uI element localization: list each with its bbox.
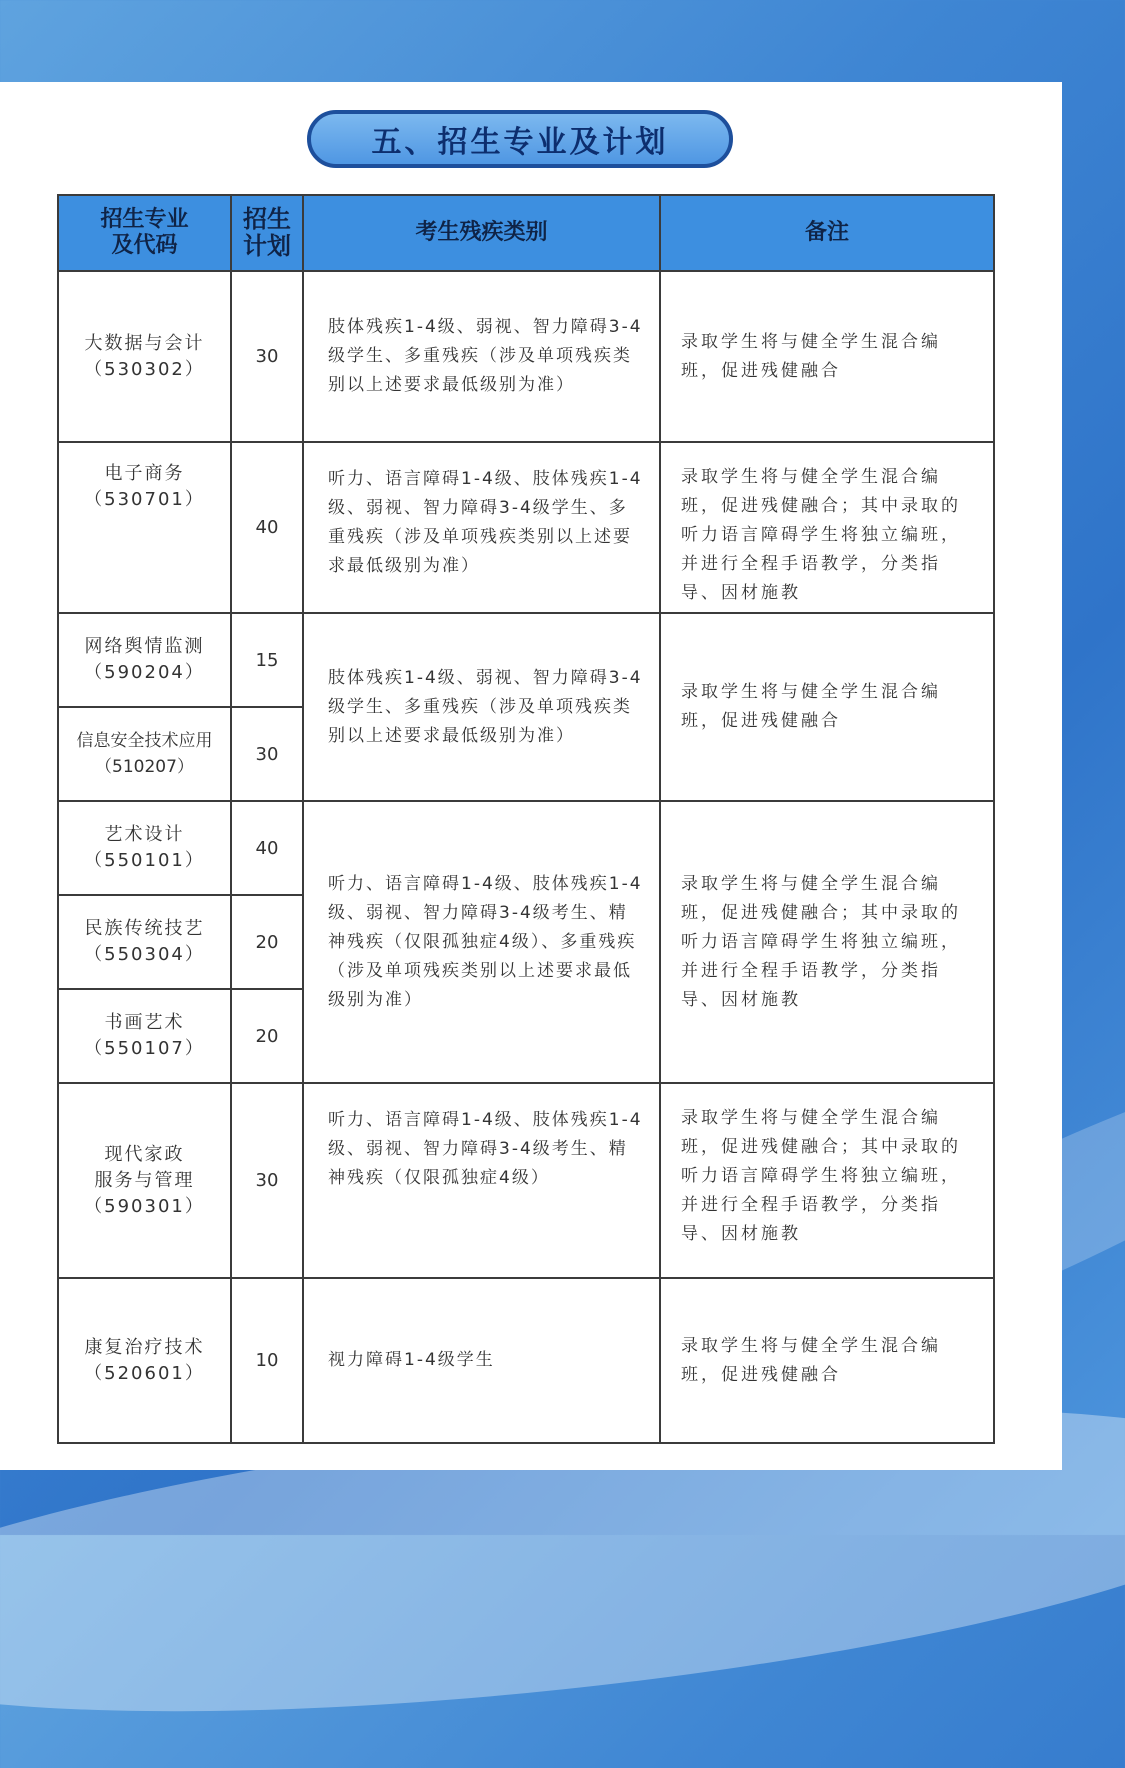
disability-cell: 听力、语言障碍1-4级、肢体残疾1-4级、弱视、智力障碍3-4级考生、精神残疾（仅限孤独症4级） (303, 1083, 660, 1278)
header-major: 招生专业 及代码 (58, 195, 231, 271)
section-title-banner (307, 110, 733, 168)
plan-cell: 30 (231, 271, 303, 442)
table-row (58, 801, 994, 895)
table-row (58, 271, 994, 442)
table-row (58, 1083, 994, 1278)
table-row (58, 442, 994, 613)
major-cell: 电子商务 （530701） (58, 442, 231, 613)
disability-cell: 听力、语言障碍1-4级、肢体残疾1-4级、弱视、智力障碍3-4级学生、多重残疾（涉及单项残疾类别以上述要求最低级别为准） (303, 442, 660, 613)
disability-cell: 视力障碍1-4级学生 (303, 1278, 660, 1443)
major-cell: 书画艺术 （550107） (58, 989, 231, 1083)
plan-cell: 20 (231, 989, 303, 1083)
plan-cell: 30 (231, 1083, 303, 1278)
disability-cell: 肢体残疾1-4级、弱视、智力障碍3-4级学生、多重残疾（涉及单项残疾类别以上述要求最低级别为准） (303, 613, 660, 801)
plan-cell: 40 (231, 442, 303, 613)
remark-cell: 录取学生将与健全学生混合编班，促进残健融合 (660, 271, 994, 442)
major-cell: 康复治疗技术 （520601） (58, 1278, 231, 1443)
plan-cell: 20 (231, 895, 303, 989)
enrollment-plan-table (57, 194, 995, 1444)
remark-cell: 录取学生将与健全学生混合编班，促进残健融合；其中录取的听力语言障碍学生将独立编班，并进行全程手语教学，分类指导、因材施教 (660, 442, 994, 613)
header-disability: 考生残疾类别 (303, 195, 660, 271)
major-cell: 网络舆情监测 （590204） (58, 613, 231, 707)
major-cell: 艺术设计 （550101） (58, 801, 231, 895)
table-row (58, 1278, 994, 1443)
remark-cell: 录取学生将与健全学生混合编班，促进残健融合；其中录取的听力语言障碍学生将独立编班，并进行全程手语教学，分类指导、因材施教 (660, 801, 994, 1083)
remark-cell: 录取学生将与健全学生混合编班，促进残健融合 (660, 613, 994, 801)
header-remark: 备注 (660, 195, 994, 271)
major-cell: 民族传统技艺 （550304） (58, 895, 231, 989)
remark-cell: 录取学生将与健全学生混合编班，促进残健融合 (660, 1278, 994, 1443)
plan-cell: 15 (231, 613, 303, 707)
section-title: 五、招生专业及计划 (371, 125, 669, 160)
plan-cell: 10 (231, 1278, 303, 1443)
header-plan: 招生 计划 (231, 195, 303, 271)
major-cell: 现代家政 服务与管理 （590301） (58, 1083, 231, 1278)
table-row (58, 613, 994, 707)
disability-cell: 肢体残疾1-4级、弱视、智力障碍3-4级学生、多重残疾（涉及单项残疾类别以上述要求最低级别为准） (303, 271, 660, 442)
plan-cell: 30 (231, 707, 303, 801)
major-cell: 信息安全技术应用 （510207） (58, 707, 231, 801)
disability-cell: 听力、语言障碍1-4级、肢体残疾1-4级、弱视、智力障碍3-4级考生、精神残疾（仅限孤独症4级）、多重残疾（涉及单项残疾类别以上述要求最低级别为准） (303, 801, 660, 1083)
major-cell: 大数据与会计 （530302） (58, 271, 231, 442)
table-header-row (58, 195, 994, 271)
plan-cell: 40 (231, 801, 303, 895)
remark-cell: 录取学生将与健全学生混合编班，促进残健融合；其中录取的听力语言障碍学生将独立编班，并进行全程手语教学，分类指导、因材施教 (660, 1083, 994, 1278)
